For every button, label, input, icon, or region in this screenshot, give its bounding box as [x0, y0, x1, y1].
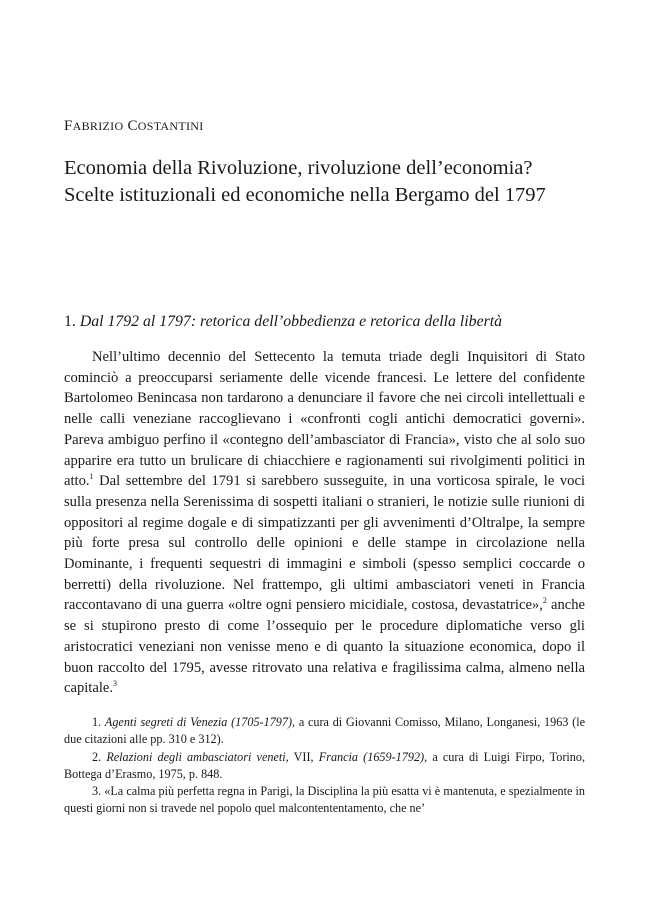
footnote-2: [64, 749, 585, 784]
footnote-3-number: 3.: [92, 784, 102, 799]
footnote-1: [64, 714, 585, 749]
body-segment-3: anche se si stupirono presto di come l’ossequio per le procedure diplomatiche verso gli aristocratici veneziani non venisse meno e di quanto la situazione economica, dopo il buon raccolto del 1795, avesse ritrovato una relativa e fragilissima calma, almeno nella capitale.: [64, 597, 585, 697]
footnote-1-number: 1.: [92, 715, 102, 729]
author-last-rest: OSTANTINI: [137, 119, 204, 133]
footnote-2-title: Relazioni degli ambasciatori veneti: [106, 749, 286, 764]
footnote-2-title-2: Francia (1659-1792): [318, 749, 425, 764]
article-title: [64, 155, 594, 209]
footnote-1-rest: , a cura di Giovanni Comisso, Milano, Longanesi, 1963 (le due citazioni alle pp. 310 e 312).: [64, 715, 585, 747]
author-first-rest: ABRIZIO: [72, 119, 124, 133]
footnote-ref-2: 2: [542, 596, 547, 606]
section-title: Dal 1792 al 1797: retorica dell’obbedienza e retorica della libertà: [79, 313, 503, 330]
section-number: 1.: [64, 313, 76, 330]
article-title-line-2: Scelte istituzionali ed economiche nella Bergamo del 1797: [64, 184, 546, 206]
footnote-ref-3: 3: [113, 679, 118, 689]
body-paragraph: [64, 347, 585, 699]
article-title-line-1: Economia della Rivoluzione, rivoluzione dell’economia?: [64, 157, 533, 179]
footnote-3: [64, 783, 585, 818]
footnote-2-mid: , VII,: [285, 749, 319, 764]
footnote-1-title: Agenti segreti di Venezia (1705-1797): [104, 715, 293, 729]
author-first-initial: F: [64, 118, 73, 134]
footnote-2-number: 2.: [92, 749, 102, 764]
footnotes: [64, 714, 585, 818]
section-heading: [64, 313, 604, 331]
footnote-3-text: «La calma più perfetta regna in Parigi, la Disciplina la più esatta vi è mantenuta, e spezialmente in questi giorni non si travede nel popolo quel malcontententamento, che ne’: [64, 784, 585, 816]
body-segment-2: Dal settembre del 1791 si sarebbero susseguite, in una vorticosa spirale, le voci sulla presenza nella Serenissima di sospetti italiani o stranieri, le notizie sulle riunioni di oppositori al regime dogale e di simpatizzanti per gli avvenimenti d’Oltralpe, la sempre più forte presa sul controllo delle opinioni e delle stampe in circolazione nella Dominante, i frequenti sequestri di immagini e simboli (spesso semplici coccarde o berretti) della rivoluzione. Nel frattempo, gli ultimi ambasciatori veneti in Francia raccontavano di una guerra «oltre ogni pensiero micidiale, costosa, devastatrice»,: [64, 473, 585, 614]
body-segment-1: Nell’ultimo decennio del Settecento la temuta triade degli Inquisitori di Stato cominciò a preoccuparsi seriamente delle vicende francesi. Le lettere del confidente Bartolomeo Benincasa non tardarono a denunciare il favore che nei circoli intellettuali e nelle calli veneziane raccoglievano i «confronti cogli antichi democratici governi». Pareva ambiguo perfino il «contegno dell’ambasciator di Francia», visto che al solo suo apparire era tutto un brulicare di chiacchiere e ragionamenti sui rivolgimenti politici in atto.: [64, 349, 585, 490]
author-name: [64, 118, 204, 135]
footnote-2-rest: , a cura di Luigi Firpo, Torino, Bottega d’Erasmo, 1975, p. 848.: [64, 749, 585, 781]
body-text: [64, 347, 585, 699]
footnote-ref-1: 1: [89, 472, 94, 482]
author-last-initial: C: [127, 118, 138, 134]
